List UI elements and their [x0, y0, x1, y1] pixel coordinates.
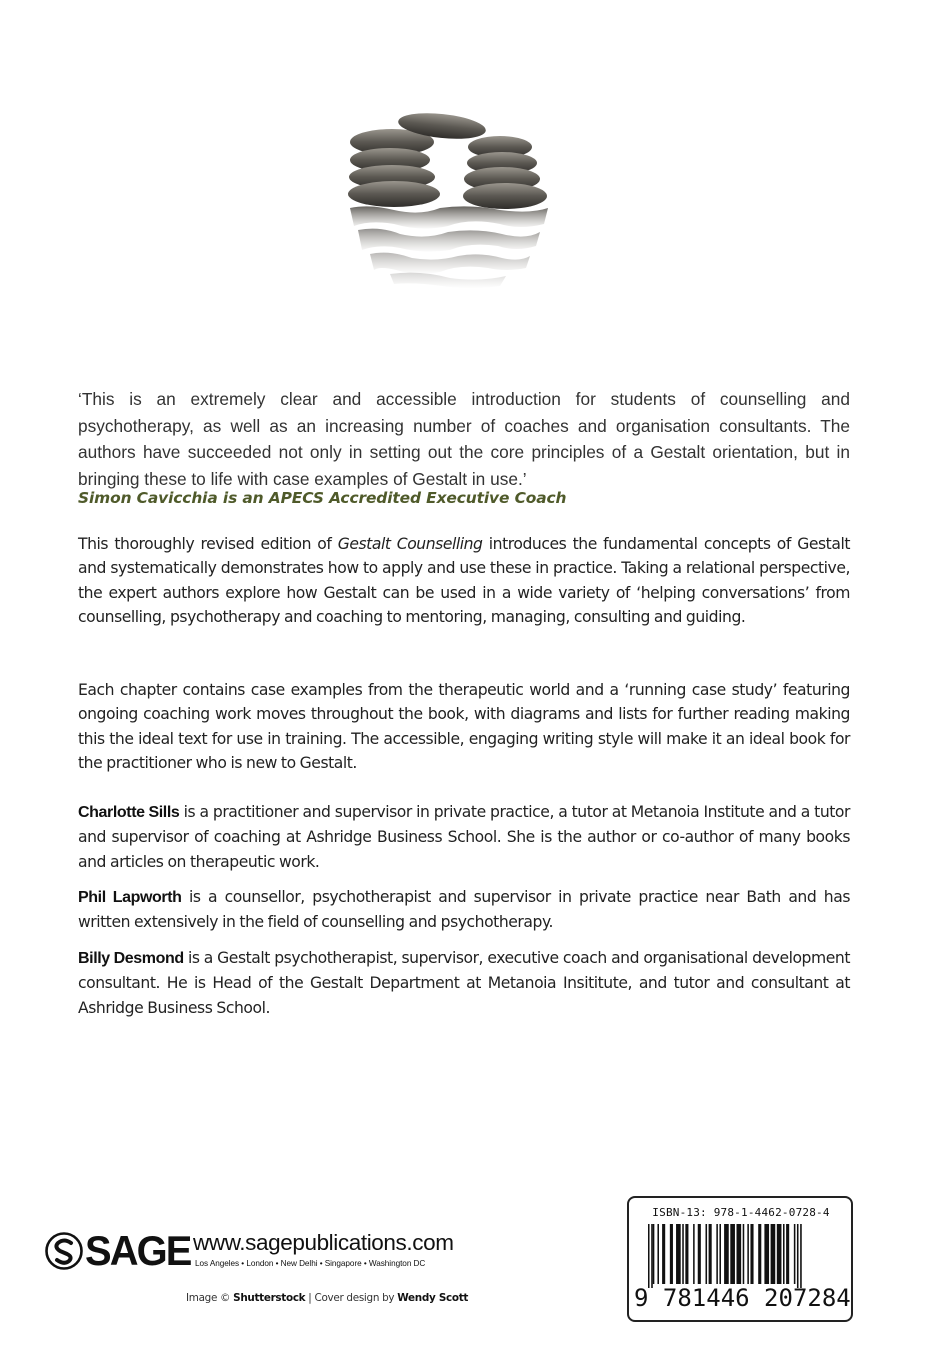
- barcode-bar: [709, 1224, 712, 1284]
- description-paragraph-2: Each chapter contains case examples from the therapeutic world and a ‘running case study’ featuring ongoing coaching work moves throughout the book, with diagrams and lists for further reading making this the ideal text for use in training. The accessible, engaging writing style will make it an ideal book for the practitioner who is new to Gestalt.: [78, 681, 850, 772]
- barcode-bars: [632, 1224, 848, 1288]
- barcode-bar: [685, 1224, 688, 1284]
- barcode-bar: [800, 1224, 802, 1288]
- author-bio-text: is a Gestalt psychotherapist, supervisor, executive coach and organisational development consultant. He is Head of the Gestalt Department at Metanoia Insititute, and tutor and consultant at Ashridge Business School.: [78, 949, 850, 1017]
- barcode-bar: [657, 1224, 659, 1284]
- publisher-name: SAGE: [85, 1227, 191, 1274]
- barcode-bar: [670, 1224, 673, 1284]
- barcode-bar: [758, 1224, 761, 1284]
- barcode-bar: [706, 1224, 708, 1284]
- description-paragraph-1: [78, 532, 850, 629]
- author-name: Charlotte Sills: [78, 804, 180, 821]
- quote-attribution: Simon Cavicchia is an APECS Accredited Executive Coach: [78, 489, 567, 507]
- barcode-bar: [698, 1224, 701, 1284]
- barcode-bar: [771, 1224, 776, 1284]
- barcode-bar: [786, 1224, 789, 1284]
- cover-designer: Wendy Scott: [397, 1292, 469, 1304]
- sage-logo-icon: [45, 1232, 83, 1270]
- barcode-bar: [747, 1224, 749, 1284]
- credit-separator: | Cover design by: [305, 1292, 398, 1304]
- barcode-bar: [797, 1224, 799, 1288]
- barcode-digits: 9 781446 207284: [634, 1284, 851, 1312]
- barcode-bar: [743, 1224, 745, 1284]
- barcode-bar: [676, 1224, 681, 1284]
- barcode-bar: [653, 1224, 655, 1284]
- author-name: Billy Desmond: [78, 950, 184, 967]
- barcode-bar: [650, 1224, 651, 1288]
- credit-prefix: Image ©: [186, 1292, 234, 1304]
- author-bio-3: [78, 946, 850, 1020]
- barcode-bar: [716, 1224, 718, 1284]
- stacked-stones-image: [330, 100, 590, 290]
- cover-credits: [186, 1292, 468, 1304]
- isbn-barcode: [627, 1196, 853, 1322]
- barcode-bar: [682, 1224, 684, 1284]
- description-text: This thoroughly revised edition of: [78, 535, 338, 553]
- author-bio-1: [78, 800, 850, 874]
- author-bio-2: [78, 885, 850, 935]
- barcode-bar: [651, 1224, 653, 1288]
- barcode-bar: [777, 1224, 782, 1284]
- image-source: Shutterstock: [233, 1292, 306, 1304]
- barcode-bar: [799, 1224, 800, 1288]
- description-text: introduces the fundamental concepts of Gestalt and systematically demonstrates how to apply and use these in practice. Taking a relational perspective, the expert authors explore how Gestalt can be used in a wide variety of ‘helping conversations’ from counselling, psychotherapy and coaching to mentoring, managing, consulting and guiding.: [78, 535, 850, 626]
- isbn-label: ISBN-13: 978-1-4462-0728-4: [652, 1206, 830, 1219]
- author-name: Phil Lapworth: [78, 889, 182, 906]
- book-title: Gestalt Counselling: [337, 535, 483, 553]
- author-bio-text: is a counsellor, psychotherapist and supervisor in private practice near Bath and has written extensively in the field of counselling and psychotherapy.: [78, 888, 850, 932]
- endorsement-quote: ‘This is an extremely clear and accessible introduction for students of counselling and psychotherapy, as well as an increasing number of coaches and organisation consultants. The authors have succeeded not only in setting out the core principles of a Gestalt orientation, but in bringing these to life with case examples of Gestalt in use.’: [78, 389, 850, 489]
- barcode-bar: [764, 1224, 769, 1284]
- barcode-bar: [662, 1224, 665, 1284]
- barcode-bar: [750, 1224, 753, 1284]
- barcode-bar: [648, 1224, 650, 1288]
- barcode-bar: [724, 1224, 729, 1284]
- barcode-bar: [783, 1224, 785, 1284]
- barcode-bar: [719, 1224, 721, 1284]
- author-bio-text: is a practitioner and supervisor in private practice, a tutor at Metanoia Institute and a tutor and supervisor of coaching at Ashridge Business School. She is the author or co-author of many books and articles on therapeutic work.: [78, 803, 850, 871]
- barcode-bar: [730, 1224, 735, 1284]
- barcode-bar: [794, 1224, 796, 1284]
- publisher-block: [45, 1228, 475, 1278]
- publisher-url[interactable]: www.sagepublications.com: [193, 1230, 454, 1255]
- barcode-bar: [737, 1224, 742, 1284]
- barcode-bar: [693, 1224, 695, 1284]
- publisher-cities: Los Angeles • London • New Delhi • Singapore • Washington DC: [195, 1259, 426, 1268]
